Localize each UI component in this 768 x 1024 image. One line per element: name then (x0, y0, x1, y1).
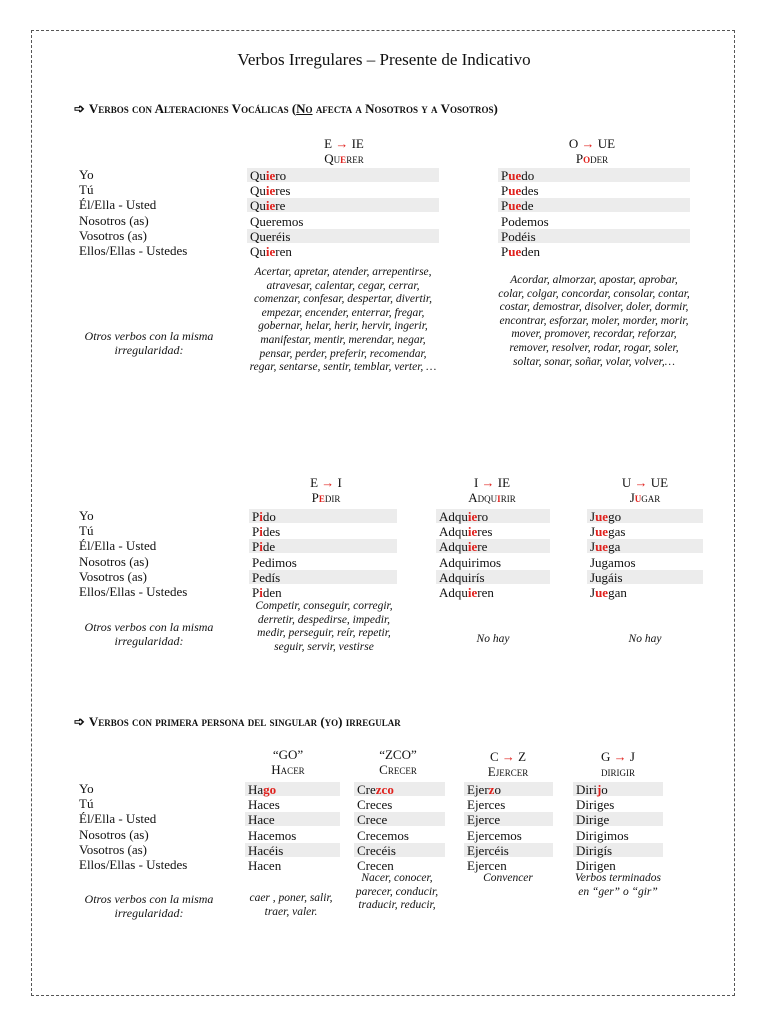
block2-person-label: Él/Ella - Usted (79, 538, 157, 554)
conjugation-cell (573, 828, 663, 842)
conjugation-cell (498, 168, 690, 182)
form-stem: Haces (248, 797, 280, 813)
form-stem: P (501, 198, 509, 214)
form-stem: Ejercéis (467, 842, 509, 858)
verb-infinitive (249, 151, 439, 166)
change-from: C (489, 749, 502, 764)
verb-part: P (575, 151, 584, 166)
form-stem: Adqu (439, 524, 468, 540)
form-stem: P (501, 244, 509, 259)
verb-infinitive (251, 490, 401, 505)
form-irregular-part: ie (265, 168, 276, 183)
conjugation-cell (249, 524, 397, 538)
form-stem: Queremos (250, 213, 304, 229)
hand-arrow-icon: ➩ (74, 714, 85, 729)
group-label: “ZCO” (379, 747, 417, 762)
form-ending: re (477, 539, 488, 555)
form-irregular-part: ue (595, 509, 609, 524)
change-label (497, 136, 687, 151)
verb-changing-vowel: o (583, 151, 591, 166)
other-verbs-label: Otros verbos con la misma irregularidad: (84, 620, 214, 648)
change-label (417, 475, 567, 490)
verb-part: P (311, 490, 319, 505)
verb-part: Adqu (468, 490, 498, 505)
change-from: O (568, 136, 582, 151)
verb-part: rir (500, 490, 516, 505)
form-stem: Ejercen (467, 858, 507, 873)
change-label (580, 475, 710, 490)
conjugation-cell (498, 183, 690, 197)
form-irregular-part: ie (467, 585, 478, 600)
block1-person-label: Él/Ella - Usted (79, 197, 157, 213)
form-stem: Cre (357, 782, 376, 797)
form-stem: Creces (357, 797, 393, 813)
form-irregular-part: i (259, 539, 263, 555)
form-stem: P (252, 585, 260, 600)
change-label (568, 749, 668, 764)
conjugation-cell (354, 797, 445, 811)
form-stem: J (590, 509, 596, 524)
conjugation-cell (249, 585, 397, 599)
form-stem: Adqu (439, 509, 468, 524)
change-label (249, 136, 439, 151)
conjugation-cell (247, 183, 439, 197)
column-header (497, 136, 687, 166)
conjugation-cell (498, 214, 690, 228)
conjugation-cell (464, 843, 553, 857)
verb-part: J (629, 490, 635, 505)
conjugation-cell (354, 812, 445, 826)
form-stem: Dirigen (576, 858, 616, 873)
column-header (251, 475, 401, 505)
conjugation-cell (573, 843, 663, 857)
block2-person-label: Vosotros (as) (79, 568, 148, 584)
form-irregular-part: i (259, 509, 263, 524)
conjugation-cell (573, 812, 663, 826)
form-irregular-part: ue (595, 585, 609, 600)
column-header (249, 136, 439, 166)
group-label: “GO” (272, 747, 304, 762)
conjugation-cell (464, 797, 553, 811)
form-stem: Pedimos (252, 554, 297, 570)
block3-person-label: Nosotros (as) (79, 826, 149, 842)
conjugation-cell (245, 797, 340, 811)
change-label (458, 749, 558, 764)
conjugation-cell (498, 229, 690, 243)
form-stem: Diri (576, 782, 597, 797)
verb-infinitive (458, 764, 558, 779)
conjugation-cell (573, 858, 663, 872)
form-stem: Adquirís (439, 569, 485, 585)
form-stem: P (252, 524, 260, 540)
conjugation-cell (436, 555, 550, 569)
no-other-verbs-note: No hay (476, 633, 510, 645)
other-verbs-list: caer , poner, salir, traer, valer. (249, 892, 333, 918)
block2-person-label: Tú (79, 523, 94, 539)
form-stem: Ejerces (467, 797, 506, 813)
column-header (417, 475, 567, 505)
verb-changing-vowel: e (318, 490, 325, 505)
change-to: IE (348, 136, 364, 151)
conjugation-cell (245, 843, 340, 857)
form-irregular-part: j (596, 782, 602, 797)
form-stem: Dirige (576, 812, 610, 828)
block2-person-label: Ellos/Ellas - Ustedes (79, 584, 188, 599)
change-to: Z (514, 749, 527, 764)
verb-infinitive (568, 764, 668, 779)
change-from: I (473, 475, 482, 490)
change-to: UE (647, 475, 669, 490)
conjugation-cell (587, 509, 703, 523)
form-irregular-part: ue (595, 539, 609, 555)
right-arrow-icon: → (634, 475, 648, 490)
form-ending: de (521, 198, 534, 214)
form-stem: Crecemos (357, 827, 409, 843)
form-irregular-part: ie (467, 539, 478, 555)
conjugation-cell (587, 524, 703, 538)
conjugation-cell (245, 828, 340, 842)
conjugation-cell (587, 555, 703, 569)
hand-arrow-icon: ➩ (74, 101, 85, 116)
no-other-verbs-note: No hay (628, 633, 662, 645)
conjugation-cell (249, 539, 397, 553)
form-ending: den (521, 244, 541, 259)
change-to: J (626, 749, 635, 764)
other-verbs-list: Convencer (483, 872, 533, 884)
form-stem: Jugáis (590, 569, 623, 585)
form-irregular-part: ie (265, 198, 276, 214)
block1-person-label: Tú (79, 182, 94, 198)
form-stem: Dirigimos (576, 827, 629, 843)
form-irregular-part: ue (508, 198, 522, 214)
form-stem: P (252, 539, 260, 555)
form-stem: Jugamos (590, 554, 636, 570)
right-arrow-icon: → (481, 475, 495, 490)
other-verbs-label: Otros verbos con la misma irregularidad: (84, 892, 214, 920)
form-irregular-part: ie (265, 183, 276, 199)
form-stem: Crecéis (357, 842, 396, 858)
change-label (251, 475, 401, 490)
form-ending: ren (477, 585, 494, 600)
form-ending: do (262, 509, 276, 524)
form-ending: o (494, 782, 501, 797)
verb-name: dirigir (601, 764, 635, 779)
right-arrow-icon: → (321, 475, 335, 490)
form-stem: Ejercemos (467, 827, 522, 843)
form-stem: Podéis (501, 228, 536, 244)
conjugation-cell (573, 797, 663, 811)
conjugation-cell (498, 198, 690, 212)
verb-name: Crecer (379, 762, 417, 777)
form-stem: Hacen (248, 858, 282, 873)
form-stem: Adqu (439, 539, 468, 555)
conjugation-cell (436, 539, 550, 553)
form-ending: den (262, 585, 282, 600)
form-stem: P (501, 168, 509, 183)
block3-person-label: Vosotros (as) (79, 841, 148, 857)
verb-infinitive (497, 151, 687, 166)
conjugation-cell (436, 570, 550, 584)
block1-person-label: Vosotros (as) (79, 227, 148, 243)
change-to: UE (594, 136, 616, 151)
form-stem: Adqu (439, 585, 468, 600)
conjugation-cell (464, 828, 553, 842)
form-stem: Qu (250, 168, 266, 183)
form-irregular-part: zco (375, 782, 394, 797)
change-from: G (601, 749, 614, 764)
column-header (238, 747, 338, 777)
form-stem: Pedís (252, 569, 281, 585)
change-to: IE (494, 475, 511, 490)
conjugation-cell (249, 570, 397, 584)
form-ending: ro (275, 168, 287, 183)
change-label (238, 747, 338, 762)
conjugation-cell (247, 198, 439, 212)
change-label (348, 747, 448, 762)
verb-infinitive (238, 762, 338, 777)
other-verbs-list: Verbos terminados en “ger” o “gir” (575, 872, 661, 898)
conjugation-cell (464, 812, 553, 826)
form-stem: Ha (248, 782, 264, 797)
form-ending: o (601, 782, 608, 797)
other-verbs-list: Competir, conseguir, corregir, derretir, despedirse, impedir, medir, perseguir, reír, repetir, seguir, servir, vestirse (255, 600, 393, 653)
block1-person-label: Ellos/Ellas - Ustedes (79, 243, 188, 258)
conjugation-cell (587, 539, 703, 553)
verb-part: dir (324, 490, 341, 505)
conjugation-cell (249, 555, 397, 569)
other-verbs-list: Acertar, apretar, atender, arrepentirse, atravesar, calentar, cegar, cerrar, comenzar, confesar, despertar, divertir, empezar, encender, enterrar, fregar, gobernar, helar, herir, hervir, ingerir, manifestar, mentir, merendar, negar, pensar, perder, preferir, recomendar, regar, sentarse, sentir, temblar, verter, … (249, 266, 437, 374)
conjugation-cell (354, 858, 445, 872)
conjugation-cell (245, 858, 340, 872)
conjugation-cell (354, 828, 445, 842)
form-stem: Hace (248, 812, 275, 828)
verb-changing-vowel: u (634, 490, 642, 505)
form-stem: Hacemos (248, 827, 297, 843)
form-stem: Ejerce (467, 812, 501, 828)
form-irregular-part: ue (595, 524, 609, 540)
block3-person-label: Ellos/Ellas - Ustedes (79, 857, 188, 872)
conjugation-cell (245, 782, 340, 796)
conjugation-cell (245, 812, 340, 826)
form-stem: Qu (250, 244, 266, 259)
other-verbs-list: Nacer, conocer, parecer, conducir, traducir, reducir, (355, 872, 439, 912)
form-ending: res (477, 524, 493, 540)
form-ending: de (262, 539, 276, 555)
form-stem: P (252, 509, 260, 524)
section1-heading: ➩ Verbos con Alteraciones Vocálicas (No afecta a Nosotros y a Vosotros) (74, 101, 498, 116)
form-stem: Crecen (357, 858, 394, 873)
conjugation-cell (587, 585, 703, 599)
verb-part: der (590, 151, 609, 166)
right-arrow-icon: → (581, 136, 595, 151)
form-stem: J (590, 585, 596, 600)
form-ending: des (262, 524, 281, 540)
form-ending: re (275, 198, 286, 214)
conjugation-cell (249, 509, 397, 523)
conjugation-cell (247, 168, 439, 182)
column-header (580, 475, 710, 505)
conjugation-cell (247, 244, 439, 258)
conjugation-cell (436, 585, 550, 599)
conjugation-cell (354, 782, 445, 796)
form-stem: J (590, 539, 596, 555)
form-stem: Podemos (501, 213, 549, 229)
form-stem: P (501, 183, 509, 199)
column-header (568, 749, 668, 779)
form-irregular-part: ue (508, 183, 522, 199)
other-verbs-list: Acordar, almorzar, apostar, aprobar, colar, colgar, concordar, consolar, contar, costar, demostrar, disolver, doler, dormir, encontrar, esforzar, moler, morder, morir, mover, promover, recordar, reforzar, remover, resolver, rodar, rogar, soler, soltar, sonar, soñar, volar, volver,… (498, 274, 690, 368)
page-title: Verbos Irregulares – Presente de Indicativo (237, 50, 531, 69)
form-irregular-part: ue (508, 168, 522, 183)
form-irregular-part: ie (265, 244, 276, 259)
conjugation-cell (573, 782, 663, 796)
other-verbs-label: Otros verbos con la misma irregularidad: (84, 329, 214, 357)
form-ending: ga (608, 539, 621, 555)
block3-person-label: Él/Ella - Usted (79, 811, 157, 827)
right-arrow-icon: → (613, 749, 627, 764)
form-ending: ren (275, 244, 292, 259)
block3-person-label: Yo (79, 781, 94, 796)
form-irregular-part: ie (467, 509, 478, 524)
conjugation-cell (587, 570, 703, 584)
verb-part: rer (346, 151, 364, 166)
form-stem: Qu (250, 183, 266, 199)
form-irregular-part: ie (467, 524, 478, 540)
verb-part: Qu (324, 151, 341, 166)
form-ending: gas (608, 524, 626, 540)
block1-person-label: Yo (79, 167, 94, 182)
form-stem: Dirigís (576, 842, 613, 858)
form-stem: Qu (250, 198, 266, 214)
verb-infinitive (580, 490, 710, 505)
form-irregular-part: go (263, 782, 277, 797)
block2-person-label: Nosotros (as) (79, 553, 149, 569)
form-irregular-part: i (259, 524, 263, 540)
form-stem: Diriges (576, 797, 615, 813)
conjugation-cell (436, 509, 550, 523)
verb-changing-vowel: i (497, 490, 501, 505)
form-stem: Queréis (250, 228, 291, 244)
form-irregular-part: z (488, 782, 495, 797)
form-ending: res (275, 183, 291, 199)
column-header (458, 749, 558, 779)
form-ending: do (521, 168, 535, 183)
verb-infinitive (348, 762, 448, 777)
form-stem: Crece (357, 812, 388, 828)
form-stem: J (590, 524, 596, 540)
form-irregular-part: i (259, 585, 263, 600)
form-ending: ro (477, 509, 489, 524)
verb-changing-vowel: e (340, 151, 347, 166)
conjugation-cell (247, 214, 439, 228)
conjugation-cell (464, 782, 553, 796)
form-irregular-part: ue (508, 244, 522, 259)
section2-heading: ➩ Verbos con primera persona del singular (yo) irregular (74, 714, 401, 729)
right-arrow-icon: → (335, 136, 349, 151)
block2-person-label: Yo (79, 508, 94, 523)
verb-name: Hacer (271, 762, 305, 777)
form-ending: des (521, 183, 539, 199)
conjugation-cell (464, 858, 553, 872)
verb-part: gar (641, 490, 661, 505)
change-from: E (324, 136, 336, 151)
form-stem: Ejer (467, 782, 489, 797)
form-stem: Hacéis (248, 842, 284, 858)
right-arrow-icon: → (501, 749, 515, 764)
form-ending: gan (608, 585, 627, 600)
conjugation-cell (247, 229, 439, 243)
column-header (348, 747, 448, 777)
block1-person-label: Nosotros (as) (79, 212, 149, 228)
verb-infinitive (417, 490, 567, 505)
conjugation-cell (498, 244, 690, 258)
form-ending: go (608, 509, 622, 524)
block3-person-label: Tú (79, 796, 94, 812)
verb-name: Ejercer (487, 764, 529, 779)
change-from: E (310, 475, 322, 490)
change-to: I (334, 475, 342, 490)
conjugation-cell (436, 524, 550, 538)
change-from: U (621, 475, 635, 490)
conjugation-cell (354, 843, 445, 857)
form-stem: Adquirimos (439, 554, 502, 570)
